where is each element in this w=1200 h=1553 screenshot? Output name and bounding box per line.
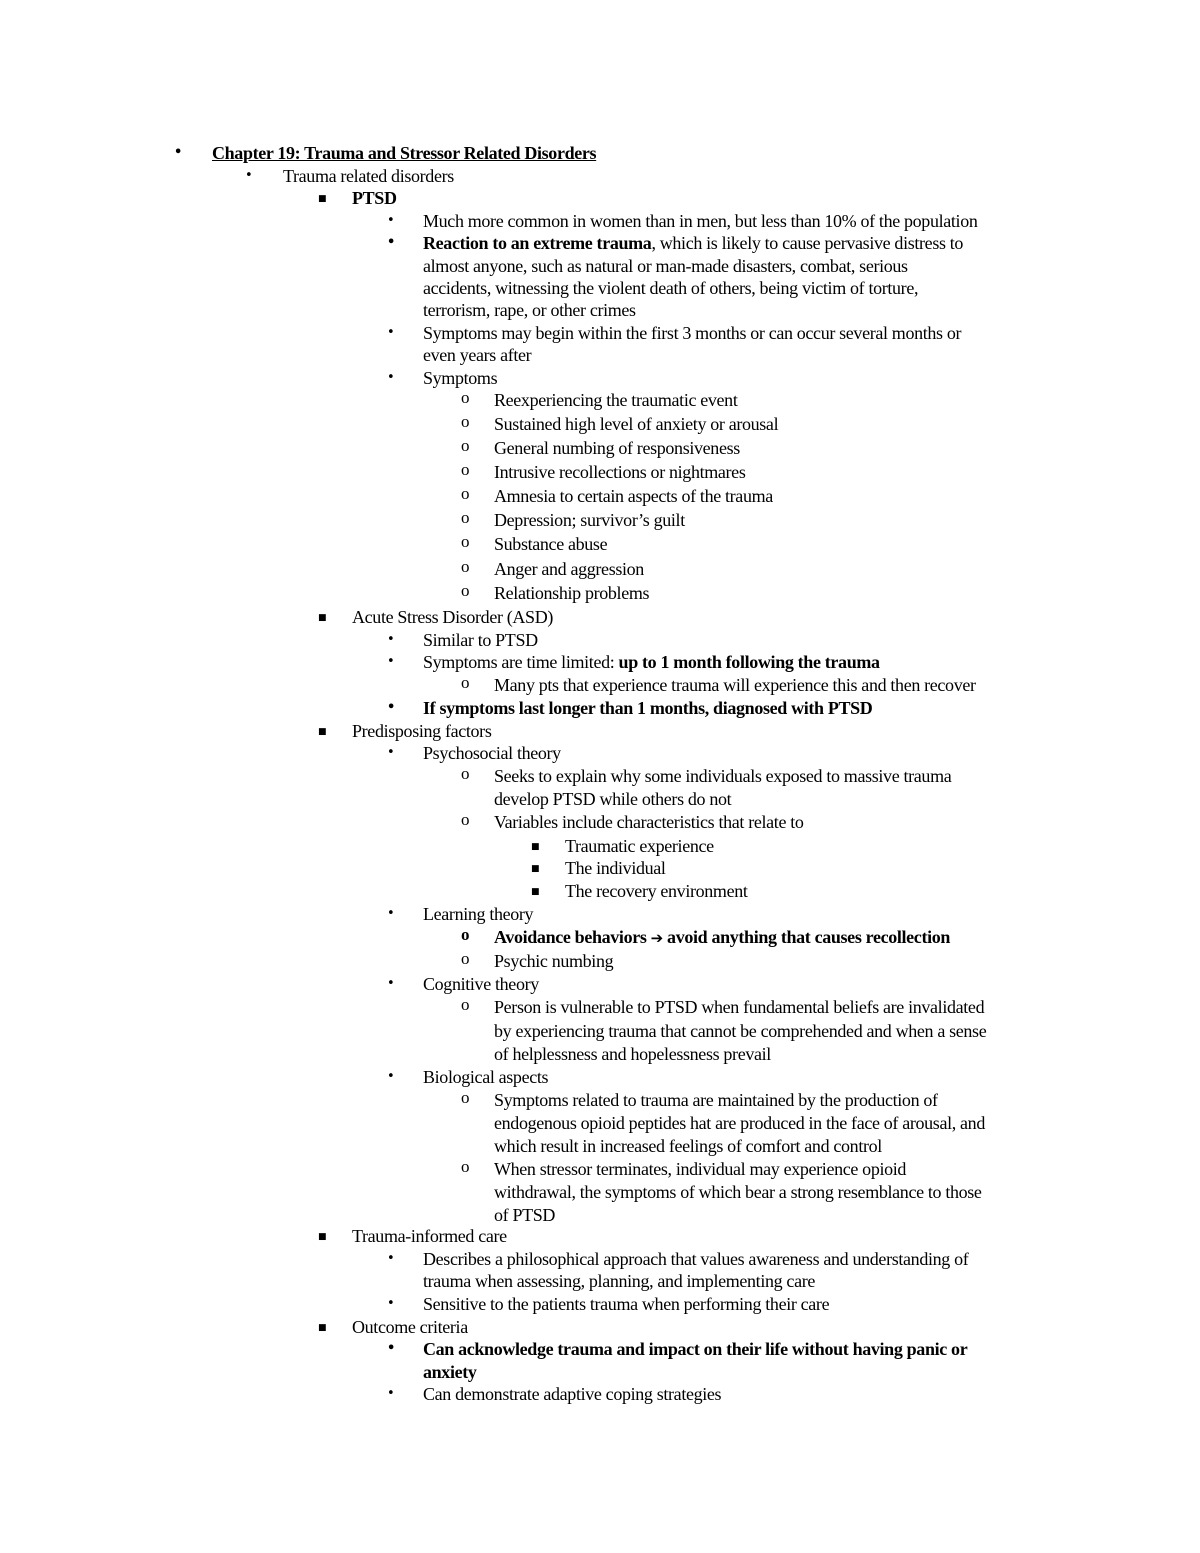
list-item-continuation: accidents, witnessing the violent death of others, being victim of torture, (423, 278, 919, 298)
circle-bullet-icon: o (461, 764, 470, 783)
circle-bullet-icon: o (461, 949, 470, 968)
circle-bullet-icon: o (461, 436, 470, 455)
bullet-icon: • (387, 370, 395, 385)
list-item-continuation: which result in increased feelings of comfort and control (494, 1136, 882, 1156)
bullet-icon: • (387, 1341, 395, 1356)
list-item-continuation: trauma when assessing, planning, and implementing care (423, 1271, 815, 1291)
bullet-icon: • (387, 1386, 395, 1401)
chapter-title: Chapter 19: Trauma and Stressor Related Disorders (212, 143, 597, 163)
square-bullet-icon: ■ (531, 864, 540, 874)
list-item: o Person is vulnerable to PTSD when fundamental beliefs are invalidated (461, 995, 985, 1017)
bullet-icon: • (387, 700, 395, 715)
list-item: ■ The individual (531, 858, 666, 878)
square-bullet-icon: ■ (318, 1232, 327, 1242)
section-heading-asd: ■ Acute Stress Disorder (ASD) (318, 607, 554, 627)
bullet-icon: • (387, 213, 395, 228)
list-item-continuation: anxiety (423, 1362, 477, 1382)
bullet-icon: • (387, 1296, 395, 1311)
list-item: • Symptoms are time limited: up to 1 month following the trauma (387, 652, 880, 672)
bullet-icon: • (387, 745, 395, 760)
list-item: • Reaction to an extreme trauma, which is likely to cause pervasive distress to (387, 233, 964, 253)
symptom-item: o Intrusive recollections or nightmares (461, 460, 746, 482)
circle-bullet-icon: o (461, 810, 470, 829)
section-heading-ptsd: ■ PTSD (318, 188, 397, 208)
bullet-icon: • (245, 168, 253, 183)
list-item: o When stressor terminates, individual may experience opioid (461, 1157, 907, 1179)
list-item: • Trauma related disorders (245, 166, 454, 186)
circle-bullet-icon: o (461, 1157, 470, 1176)
circle-bullet-icon: o (461, 995, 470, 1014)
square-bullet-icon: ■ (318, 194, 327, 204)
list-item: • Psychosocial theory (387, 743, 561, 763)
square-bullet-icon: ■ (318, 613, 327, 623)
square-bullet-icon: ■ (318, 1323, 327, 1333)
section-heading-trauma-informed: ■ Trauma-informed care (318, 1226, 507, 1246)
square-bullet-icon: ■ (531, 887, 540, 897)
list-item: • Similar to PTSD (387, 630, 538, 650)
square-bullet-icon: ■ (531, 842, 540, 852)
bullet-icon: • (387, 325, 395, 340)
list-item: ■ Traumatic experience (531, 836, 714, 856)
list-item: • Can demonstrate adaptive coping strategies (387, 1384, 722, 1404)
list-item: • If symptoms last longer than 1 months, diagnosed with PTSD (387, 698, 873, 718)
bullet-icon: • (387, 1251, 395, 1266)
list-item: o Avoidance behaviors ➔ avoid anything that causes recollection (461, 925, 951, 947)
list-item: • Can acknowledge trauma and impact on their life without having panic or (387, 1339, 968, 1359)
list-item: o Variables include characteristics that relate to (461, 810, 804, 832)
circle-bullet-icon: o (461, 581, 470, 600)
bullet-icon: • (387, 1069, 395, 1084)
circle-bullet-icon: o (461, 484, 470, 503)
symptom-item: o Reexperiencing the traumatic event (461, 388, 738, 410)
list-item: • Biological aspects (387, 1067, 549, 1087)
circle-bullet-icon: o (461, 673, 470, 692)
list-item: • Much more common in women than in men, but less than 10% of the population (387, 211, 978, 231)
symptom-item: o Depression; survivor’s guilt (461, 508, 685, 530)
list-item: • Describes a philosophical approach that values awareness and understanding of (387, 1249, 969, 1269)
list-item: o Symptoms related to trauma are maintained by the production of (461, 1088, 938, 1110)
bullet-icon: • (387, 976, 395, 991)
bullet-icon: • (387, 235, 395, 250)
symptom-item: o Anger and aggression (461, 557, 644, 579)
square-bullet-icon: ■ (318, 727, 327, 737)
list-item-continuation: of PTSD (494, 1205, 556, 1225)
circle-bullet-icon: o (461, 925, 470, 944)
list-item-continuation: even years after (423, 345, 532, 365)
chapter-heading (174, 142, 597, 164)
section-heading-predisposing: ■ Predisposing factors (318, 721, 492, 741)
list-item: o Seeks to explain why some individuals exposed to massive trauma (461, 764, 952, 786)
symptom-item: o Substance abuse (461, 532, 608, 554)
circle-bullet-icon: o (461, 508, 470, 527)
symptom-item: o General numbing of responsiveness (461, 436, 740, 458)
list-item: • Learning theory (387, 904, 534, 924)
bullet-icon: • (387, 654, 395, 669)
list-item: • Symptoms (387, 368, 498, 388)
list-item: • Sensitive to the patients trauma when performing their care (387, 1294, 830, 1314)
list-item-continuation: develop PTSD while others do not (494, 789, 732, 809)
circle-bullet-icon: o (461, 532, 470, 551)
list-item: o Psychic numbing (461, 949, 614, 971)
bullet-icon: • (387, 906, 395, 921)
list-item-continuation: of helplessness and hopelessness prevail (494, 1044, 771, 1064)
bullet-icon: • (174, 145, 182, 160)
list-item-continuation: almost anyone, such as natural or man-made disasters, combat, serious (423, 256, 908, 276)
symptom-item: o Amnesia to certain aspects of the trauma (461, 484, 773, 506)
list-item-continuation: endogenous opioid peptides hat are produced in the face of arousal, and (494, 1113, 985, 1133)
circle-bullet-icon: o (461, 557, 470, 576)
circle-bullet-icon: o (461, 1088, 470, 1107)
arrow-icon: ➔ (650, 929, 663, 947)
circle-bullet-icon: o (461, 412, 470, 431)
list-item: • Cognitive theory (387, 974, 539, 994)
symptom-item: o Relationship problems (461, 581, 650, 603)
list-item-continuation: withdrawal, the symptoms of which bear a strong resemblance to those (494, 1182, 982, 1202)
section-heading-outcome: ■ Outcome criteria (318, 1317, 468, 1337)
bullet-icon: • (387, 632, 395, 647)
circle-bullet-icon: o (461, 460, 470, 479)
list-item-continuation: terrorism, rape, or other crimes (423, 300, 636, 320)
list-item: • Symptoms may begin within the first 3 months or can occur several months or (387, 323, 962, 343)
symptom-item: o Sustained high level of anxiety or arousal (461, 412, 779, 434)
list-item: o Many pts that experience trauma will experience this and then recover (461, 673, 976, 695)
list-item: ■ The recovery environment (531, 881, 748, 901)
circle-bullet-icon: o (461, 388, 470, 407)
list-item-continuation: by experiencing trauma that cannot be comprehended and when a sense (494, 1021, 987, 1041)
